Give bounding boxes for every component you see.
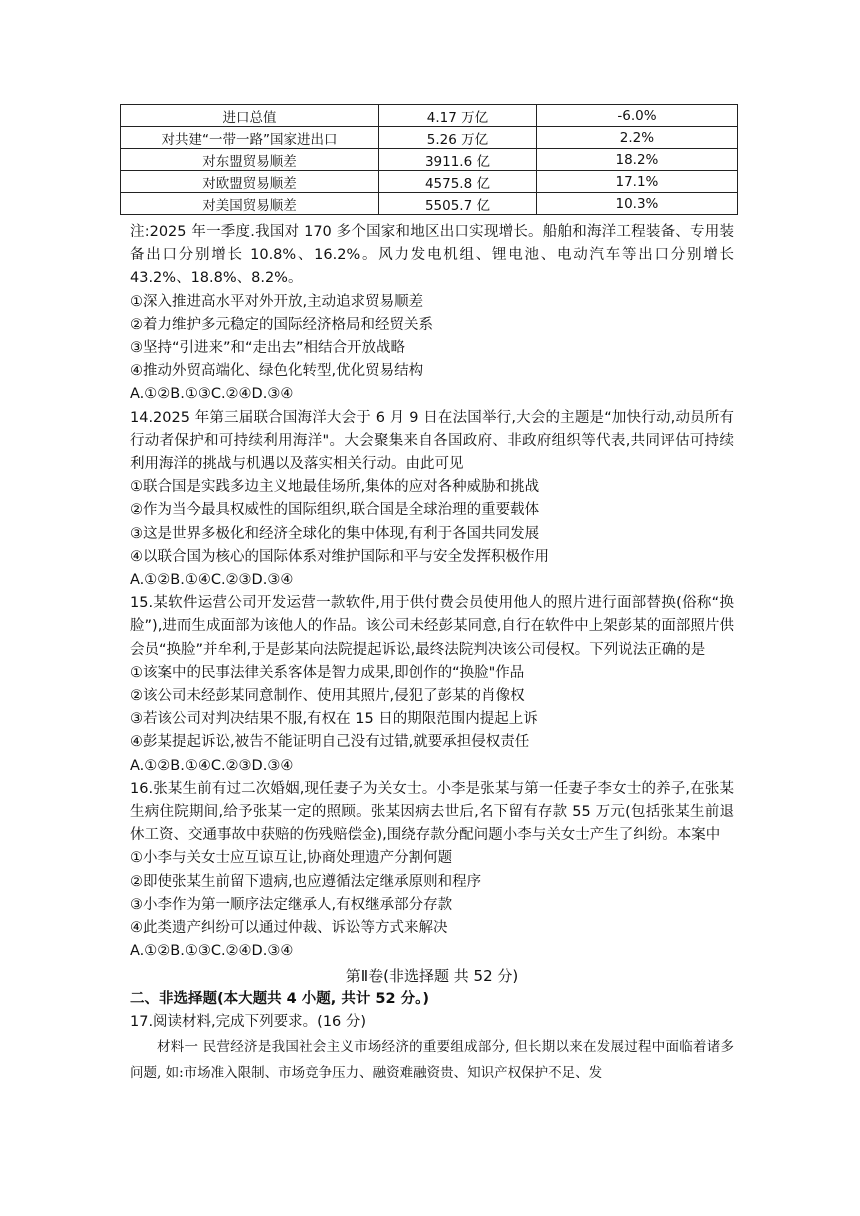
part2-heading: 二、非选择题(本大题共 4 小题, 共计 52 分。)	[130, 990, 430, 1007]
q14-answer-choices: A.①②B.①④C.②③D.③④	[130, 572, 294, 589]
item-cell: 对欧盟贸易顺差	[121, 171, 379, 193]
q16-option-3: ③小李作为第一顺序法定继承人,有权继承部分存款	[130, 896, 453, 913]
q13-option-3: ③坚持“引进来”和“走出去”相结合开放战略	[130, 340, 406, 357]
q15-stem: 15.某软件运营公司开发运营一款软件,用于供付费会员使用他人的照片进行面部替换(俗称“换脸”),进而生成面部为该他人的作品。该公司未经彭某同意,自行在软件中上架彭某的面部照片供会员“换脸”并牟利,于是彭某向法院提起诉讼,最终法院判决该公司侵权。下列说法正确的是	[130, 595, 734, 658]
q15-option-2: ②该公司未经彭某同意制作、使用其照片,侵犯了彭某的肖像权	[130, 688, 525, 705]
amount-cell: 5.26 万亿	[379, 127, 537, 149]
q13-option-2: ②着力维护多元稳定的国际经济格局和经贸关系	[130, 316, 433, 333]
table-row	[121, 171, 738, 193]
q13-option-4: ④推动外贸高端化、绿色化转型,优化贸易结构	[130, 363, 424, 380]
q15-answer-choices: A.①②B.①④C.②③D.③④	[130, 757, 294, 774]
q16-option-2: ②即使张某生前留下遗病,也应遵循法定继承原则和程序	[130, 873, 482, 890]
growth-cell: 2.2%	[536, 127, 737, 149]
q15-option-3: ③若该公司对判决结果不服,有权在 15 日的期限范围内提起上诉	[130, 711, 538, 728]
q17-stem: 17.阅读材料,完成下列要求。(16 分)	[130, 1013, 367, 1030]
table-row	[121, 127, 738, 149]
growth-cell: 18.2%	[536, 149, 737, 171]
q16-option-1: ①小李与关女士应互谅互让,协商处理遗产分割何题	[130, 850, 453, 867]
table-row	[121, 149, 738, 171]
amount-cell: 4.17 万亿	[379, 105, 537, 127]
q14-option-3: ③这是世界多极化和经济全球化的集中体现,有利于各国共同发展	[130, 525, 540, 542]
q14-option-4: ④以联合国为核心的国际体系对维护国际和平与安全发挥积极作用	[130, 548, 549, 565]
q14-stem: 14.2025 年第三届联合国海洋大会于 6 月 9 日在法国举行,大会的主题是“加快行动,动员所有行动者保护和可持续利用海洋"。大会聚集来自各国政府、非政府组织等代表,共同评估可持续利用海洋的挑战与机遇以及落实相关行动。由此可见	[130, 409, 734, 473]
item-cell: 进口总值	[121, 105, 379, 127]
q15-option-4: ④彭某提起诉讼,被告不能证明自己没有过错,就要承担侵权责任	[130, 734, 530, 751]
part2-title: 第Ⅱ卷(非选择题 共 52 分)	[345, 966, 519, 985]
q13-answer-choices: A.①②B.①③C.②④D.③④	[130, 386, 294, 403]
q16-stem: 16.张某生前有过二次婚姻,现任妻子为关女士。小李是张某与第一任妻子李女士的养子,在张某生病住院期间,给予张某一定的照顾。张某因病去世后,名下留有存款 55 万元(包括张某生前退休工资、交通事故中获赔的伤残赔偿金),围绕存款分配问题小李与关女士产生了纠纷。本案中	[130, 780, 734, 844]
q16-answer-choices: A.①②B.①③C.②④D.③④	[130, 943, 294, 960]
growth-cell: 10.3%	[536, 193, 737, 215]
item-cell: 对共建“一带一路”国家进出口	[121, 127, 379, 149]
exam-body	[130, 221, 734, 1086]
amount-cell: 5505.7 亿	[379, 193, 537, 215]
table-row	[121, 105, 738, 127]
q16-option-4: ④此类遗产纠纷可以通过仲裁、诉讼等方式来解决	[130, 920, 448, 937]
trade-data-table	[120, 104, 738, 215]
q17-material-1: 材料一 民营经济是我国社会主义市场经济的重要组成部分, 但长期以来在发展过程中面临着诸多问题, 如:市场准入限制、市场竞争压力、融资难融资贵、知识产权保护不足、发	[130, 1038, 734, 1081]
table-row	[121, 193, 738, 215]
q15-option-1: ①该案中的民事法律关系客体是智力成果,即创作的“换脸"作品	[130, 664, 525, 681]
trade-table-body	[121, 105, 738, 215]
table-note: 注:2025 年一季度.我国对 170 多个国家和地区出口实现增长。船舶和海洋工程装备、专用装备出口分别增长 10.8%、16.2%。风力发电机组、锂电池、电动汽车等出口分别增长 43.2%、18.8%、8.2%。	[130, 224, 734, 287]
amount-cell: 4575.8 亿	[379, 171, 537, 193]
growth-cell: -6.0%	[536, 105, 737, 127]
amount-cell: 3911.6 亿	[379, 149, 537, 171]
q14-option-2: ②作为当今最具权威性的国际组织,联合国是全球治理的重要载体	[130, 502, 540, 519]
item-cell: 对东盟贸易顺差	[121, 149, 379, 171]
growth-cell: 17.1%	[536, 171, 737, 193]
q14-option-1: ①联合国是实践多边主义地最佳场所,集体的应对各种威胁和挑战	[130, 479, 540, 496]
q13-option-1: ①深入推进高水平对外开放,主动追求贸易顺差	[130, 293, 424, 310]
item-cell: 对美国贸易顺差	[121, 193, 379, 215]
